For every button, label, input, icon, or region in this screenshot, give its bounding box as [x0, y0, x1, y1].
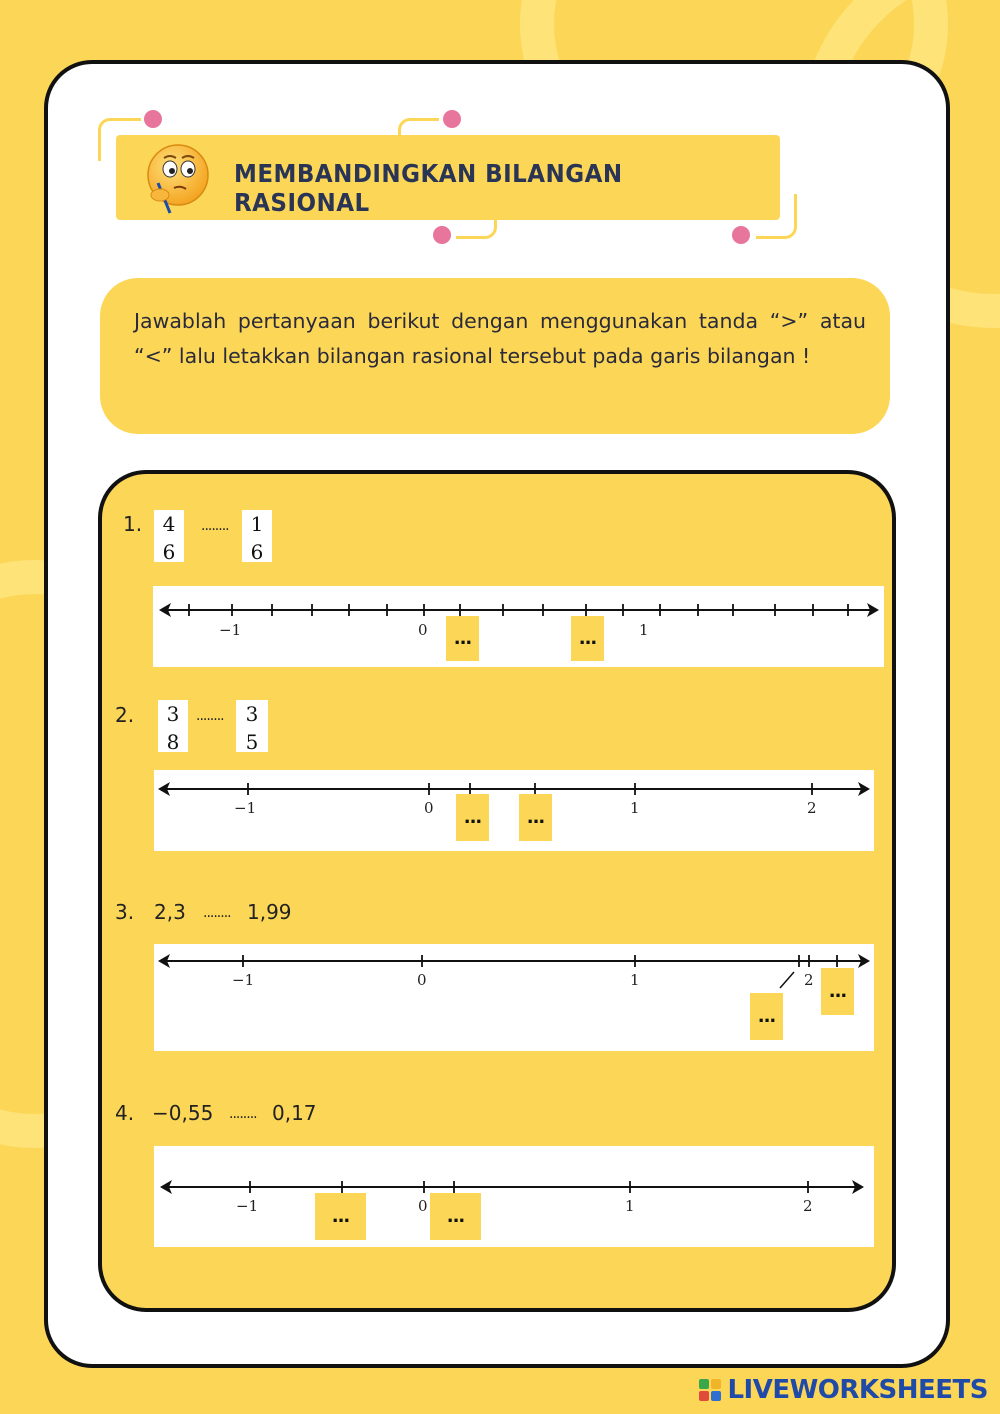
liveworksheets-logo[interactable]: [699, 1374, 988, 1406]
denominator: 6: [162, 540, 176, 564]
comparison-blank[interactable]: ........: [203, 905, 231, 921]
value-left: 2,3: [154, 900, 186, 924]
answer-box[interactable]: ...: [750, 993, 783, 1040]
number-line-1-svg: [153, 586, 884, 667]
tick-label: 1: [625, 1197, 635, 1215]
question-number: 3.: [115, 900, 135, 924]
tick-label: 0: [417, 971, 427, 989]
tick-label: 0: [418, 621, 428, 639]
fraction-left: [154, 510, 184, 562]
value-left: −0,55: [152, 1101, 214, 1125]
fraction-right: [242, 510, 272, 562]
tick-label: 2: [804, 971, 814, 989]
comparison-blank[interactable]: ........: [196, 708, 224, 724]
number-line-2-svg: [154, 770, 874, 851]
answer-box[interactable]: ...: [519, 794, 552, 841]
tick-label: 2: [803, 1197, 813, 1215]
page-title: MEMBANDINGKAN BILANGAN RASIONAL: [234, 159, 623, 217]
number-line-2: [154, 770, 874, 851]
number-line-4-svg: [154, 1146, 874, 1247]
question-number: 1.: [123, 512, 143, 536]
decor-dot: [443, 110, 461, 128]
tick-label: −1: [234, 799, 257, 817]
decor-dot: [433, 226, 451, 244]
question-number: 4.: [115, 1101, 135, 1125]
numerator: 3: [245, 702, 259, 726]
number-line-4: [154, 1146, 874, 1247]
value-right: 0,17: [272, 1101, 317, 1125]
answer-box[interactable]: ...: [446, 616, 479, 661]
comparison-blank[interactable]: ........: [201, 518, 229, 534]
thinking-emoji-icon: [144, 143, 210, 215]
tick-label: 1: [630, 799, 640, 817]
denominator: 8: [166, 730, 180, 754]
decor-dot: [144, 110, 162, 128]
denominator: 6: [250, 540, 264, 564]
tick-label: 2: [807, 799, 817, 817]
answer-box[interactable]: ...: [456, 794, 489, 841]
number-line-1: [153, 586, 884, 667]
decor-dot: [732, 226, 750, 244]
instruction-text: Jawablah pertanyaan berikut dengan menggunakan tanda “>” atau “<” lalu letakkan bilangan rasional tersebut pada garis bilangan !: [100, 278, 890, 434]
question-number: 2.: [115, 703, 135, 727]
tick-label: 1: [630, 971, 640, 989]
tick-label: 0: [424, 799, 434, 817]
numerator: 3: [166, 702, 180, 726]
numerator: 4: [162, 512, 176, 536]
tick-label: −1: [236, 1197, 259, 1215]
tick-label: 0: [418, 1197, 428, 1215]
tick-label: −1: [232, 971, 255, 989]
answer-box[interactable]: ...: [821, 968, 854, 1015]
title-banner: [116, 135, 780, 220]
fraction-left: [158, 700, 188, 752]
value-right: 1,99: [247, 900, 292, 924]
numerator: 1: [250, 512, 264, 536]
tick-label: −1: [219, 621, 242, 639]
answer-box[interactable]: ...: [571, 616, 604, 661]
comparison-blank[interactable]: ........: [229, 1106, 257, 1122]
fraction-right: [236, 700, 268, 752]
denominator: 5: [245, 730, 259, 754]
logo-text: LIVEWORKSHEETS: [727, 1375, 988, 1405]
tick-label: 1: [639, 621, 649, 639]
answer-box[interactable]: ...: [430, 1193, 481, 1240]
answer-box[interactable]: ...: [315, 1193, 366, 1240]
liveworksheets-logo-icon: [699, 1379, 721, 1401]
